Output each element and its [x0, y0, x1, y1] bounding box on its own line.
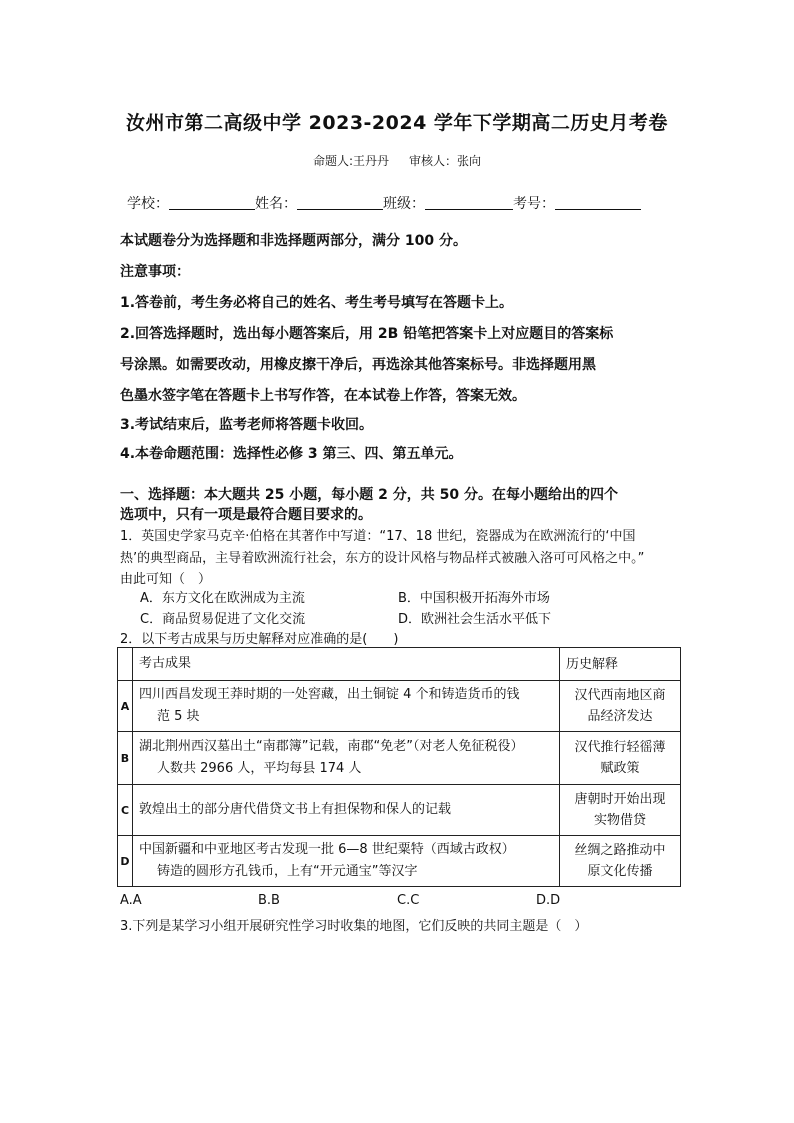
row-explain-line2: 实物借贷	[593, 813, 646, 828]
notice-item-1: 1.答卷前，考生务必将自己的姓名、考生考号填写在答题卡上。	[120, 295, 514, 311]
setter: 命题人:王丹丹	[312, 154, 390, 168]
row-explain-line2: 赋政策	[600, 761, 640, 776]
row-result-line1: 湖北荆州西汉墓出土“南郡簿”记载，南郡“免老”（对老人免征税役）	[139, 739, 524, 754]
q1-stem-3: 由此可知（ ）	[120, 572, 212, 587]
row-explain-line2: 原文化传播	[587, 864, 653, 879]
row-result	[133, 681, 560, 732]
row-explain	[560, 681, 681, 732]
row-result	[133, 836, 560, 887]
notice-item-4: 4.本卷命题范围：选择性必修 3 第三、四、第五单元。	[120, 446, 463, 462]
table-row	[118, 836, 681, 887]
q2-answer-d[interactable]: D.D	[536, 893, 561, 908]
reviewer: 审核人：张向	[409, 154, 482, 168]
row-explain-line2: 品经济发达	[587, 709, 653, 724]
q1-option-d[interactable]: D．欧洲社会生活水平低下	[398, 612, 552, 627]
table-row	[118, 785, 681, 836]
row-explain-line1: 汉代西南地区商	[574, 688, 666, 703]
intro-text: 本试题卷分为选择题和非选择题两部分，满分 100 分。	[120, 233, 467, 249]
section1-heading: 一、选择题：本大题共 25 小题，每小题 2 分，共 50 分。在每小题给出的四个	[120, 487, 618, 503]
row-result	[133, 785, 560, 836]
row-label: C	[118, 785, 133, 836]
q1-option-b[interactable]: B．中国积极开拓海外市场	[398, 591, 550, 606]
row-label: A	[118, 681, 133, 732]
row-explain	[560, 785, 681, 836]
table-row	[118, 732, 681, 785]
row-result-line1: 四川西昌发现王莽时期的一处窖藏，出土铜锭 4 个和铸造货币的钱	[139, 687, 520, 702]
name-label: 姓名：	[255, 196, 297, 212]
exam-title: 汝州市第二高级中学 2023-2024 学年下学期高二历史月考卷	[126, 112, 668, 134]
row-result-line1: 敦煌出土的部分唐代借贷文书上有担保物和保人的记载	[139, 802, 452, 817]
q3-stem: 3.下列是某学习小组开展研究性学习时收集的地图，它们反映的共同主题是（ ）	[120, 919, 588, 934]
row-explain	[560, 732, 681, 785]
row-result-line2: 范 5 块	[157, 709, 200, 724]
notice-heading: 注意事项：	[120, 264, 190, 280]
school-blank[interactable]	[169, 195, 255, 210]
table-header-blank	[118, 648, 133, 681]
row-explain-line1: 丝绸之路推动中	[574, 843, 666, 858]
table-row	[118, 681, 681, 732]
row-result-line1: 中国新疆和中亚地区考古发现一批 6—8 世纪粟特（西域古政权）	[139, 842, 515, 857]
q1-option-c[interactable]: C．商品贸易促进了文化交流	[140, 612, 306, 627]
number-blank[interactable]	[555, 195, 641, 210]
row-explain-line1: 汉代推行轻徭薄	[574, 740, 666, 755]
q2-answer-c[interactable]: C.C	[397, 893, 420, 908]
row-result-line2: 人数共 2966 人，平均每县 174 人	[157, 761, 362, 776]
q2-stem: 2．以下考古成果与历史解释对应准确的是( )	[120, 632, 399, 647]
class-blank[interactable]	[425, 195, 513, 210]
school-label: 学校：	[127, 196, 169, 212]
header-archaeology: 考古成果	[133, 648, 560, 681]
row-label: B	[118, 732, 133, 785]
row-result	[133, 732, 560, 785]
notice-item-3: 3.考试结束后，监考老师将答题卡收回。	[120, 417, 374, 433]
q2-table	[117, 647, 681, 887]
row-label: D	[118, 836, 133, 887]
notice-item-2: 2.回答选择题时，选出每小题答案后，用 2B 铅笔把答案卡上对应题目的答案标	[120, 326, 614, 342]
q1-option-a[interactable]: A．东方文化在欧洲成为主流	[140, 591, 305, 606]
q2-answer-a[interactable]: A.A	[120, 893, 142, 908]
name-blank[interactable]	[297, 195, 383, 210]
student-info-fields	[127, 193, 641, 213]
row-explain-line1: 唐朝时开始出现	[574, 792, 666, 807]
q2-answer-b[interactable]: B.B	[258, 893, 280, 908]
q1-stem-1: 1．英国史学家马克辛·伯格在其著作中写道：“17、18 世纪，瓷器成为在欧洲流行的‘中国	[120, 529, 636, 544]
author-line	[0, 152, 794, 169]
section1-heading-cont: 选项中，只有一项是最符合题目要求的。	[120, 507, 372, 523]
class-label: 班级：	[383, 196, 425, 212]
notice-item-2-cont2: 色墨水签字笔在答题卡上书写作答，在本试卷上作答，答案无效。	[120, 388, 526, 404]
q1-stem-2: 热’的典型商品，主导着欧洲流行社会，东方的设计风格与物品样式被融入洛可可风格之中。”	[120, 551, 645, 566]
notice-item-2-cont: 号涂黑。如需要改动，用橡皮擦干净后，再选涂其他答案标号。非选择题用黑	[120, 357, 596, 373]
header-interpretation: 历史解释	[560, 648, 681, 681]
table-header-row	[118, 648, 681, 681]
row-explain	[560, 836, 681, 887]
row-result-line2: 铸造的圆形方孔钱币，上有“开元通宝”等汉字	[157, 864, 418, 879]
number-label: 考号：	[513, 196, 555, 212]
